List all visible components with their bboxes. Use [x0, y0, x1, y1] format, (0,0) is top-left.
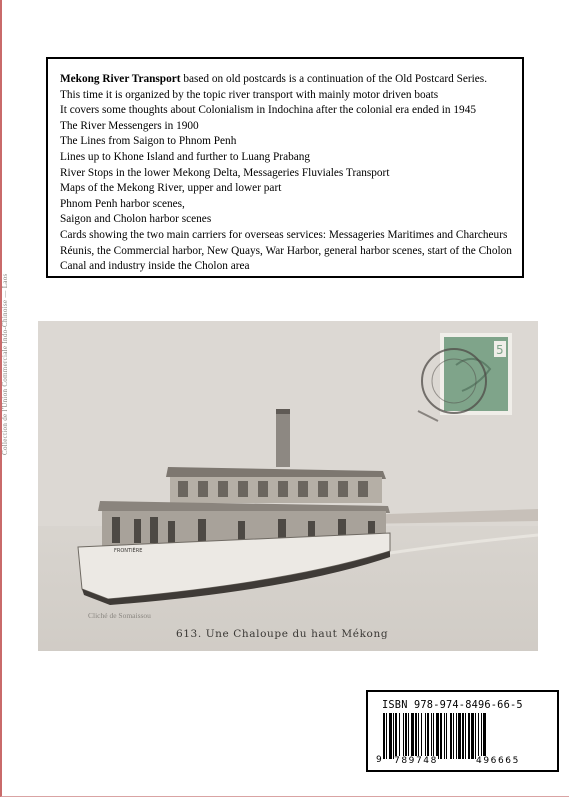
barcode-bar — [411, 713, 414, 759]
barcode-bar — [399, 713, 400, 759]
intro-text: based on old postcards is a continuation of the Old Postcard Series. — [180, 73, 488, 85]
barcode-bar — [433, 713, 434, 759]
description-line: The Lines from Saigon to Phnom Penh — [60, 135, 237, 148]
description-line: This time it is organized by the topic river transport with mainly motor driven boats — [60, 88, 439, 101]
description-line: The River Messengers in 1900 — [60, 119, 199, 132]
barcode-bar — [395, 713, 397, 759]
postcard-caption: 613. Une Chaloupe du haut Mékong — [176, 628, 389, 640]
barcode-bar — [481, 713, 482, 759]
barcode-bar — [453, 713, 454, 759]
barcode-bar — [444, 713, 445, 759]
barcode-bar — [389, 713, 392, 759]
barcode-lead-digit: 9 — [376, 755, 382, 765]
barcode-bar — [462, 713, 464, 759]
book-title: Mekong River Transport — [60, 73, 181, 85]
barcode-bar — [415, 713, 417, 759]
barcode-bar — [393, 713, 394, 759]
boat-name: FRONTIÈRE — [114, 548, 143, 554]
barcode-bar — [431, 713, 432, 759]
description-line: River Stops in the lower Mekong Delta, Messageries Fluviales Transport — [60, 166, 390, 179]
barcode-bar — [383, 713, 385, 759]
barcode-bar — [403, 713, 404, 759]
barcode-bar — [405, 713, 407, 759]
barcode-bar — [456, 713, 457, 759]
barcode-bar — [483, 713, 486, 759]
isbn-text: ISBN 978-974-8496-66-5 — [382, 699, 523, 711]
barcode-bar — [436, 713, 439, 759]
postcard-credit: Cliché de Somaissou — [88, 611, 151, 620]
barcode-bar — [465, 713, 466, 759]
description-line: It covers some thoughts about Colonialism in Indochina after the colonial era ended in 1945 — [60, 104, 476, 117]
postcard-side-text: Collection de l'Union Commerciale Indo-Chinoise — Laos — [1, 273, 9, 455]
description-line: Phnom Penh harbor scenes, — [60, 197, 185, 210]
barcode-bars — [375, 713, 547, 759]
barcode-left-digits: 789748 — [394, 756, 438, 766]
barcode-bar — [418, 713, 419, 759]
barcode-bar — [478, 713, 479, 759]
description-line: Maps of the Mekong River, upper and lower part — [60, 182, 282, 195]
barcode-bar — [427, 713, 429, 759]
barcode-bar — [421, 713, 422, 759]
description-line: Lines up to Khone Island and further to Luang Prabang — [60, 150, 311, 163]
barcode-bar — [450, 713, 452, 759]
barcode-bar — [446, 713, 447, 759]
barcode-bar — [440, 713, 442, 759]
barcode-bar — [471, 713, 474, 759]
description-box — [46, 57, 524, 278]
barcode-bar — [386, 713, 387, 759]
barcode-bar — [425, 713, 426, 759]
stamp-value: 5 — [496, 343, 504, 357]
description-line: Saigon and Cholon harbor scenes — [60, 213, 212, 226]
barcode-bar — [458, 713, 461, 759]
postcard-image — [38, 321, 538, 651]
barcode-right-digits: 496665 — [476, 756, 520, 766]
postcard-illustration — [38, 321, 538, 651]
boat-funnel — [276, 409, 290, 467]
barcode-bar — [475, 713, 476, 759]
barcode-bar — [408, 713, 409, 759]
description-intro — [60, 72, 512, 88]
description-last-paragraph: Cards showing the two main carriers for overseas services: Messageries Maritimes and Charcheurs Réunis, the Commercial harbor, New Quays, War Harbor, general harbor scenes, start of the Cholon Canal and industry inside the Cholon area — [60, 228, 512, 273]
barcode-bar — [468, 713, 470, 759]
